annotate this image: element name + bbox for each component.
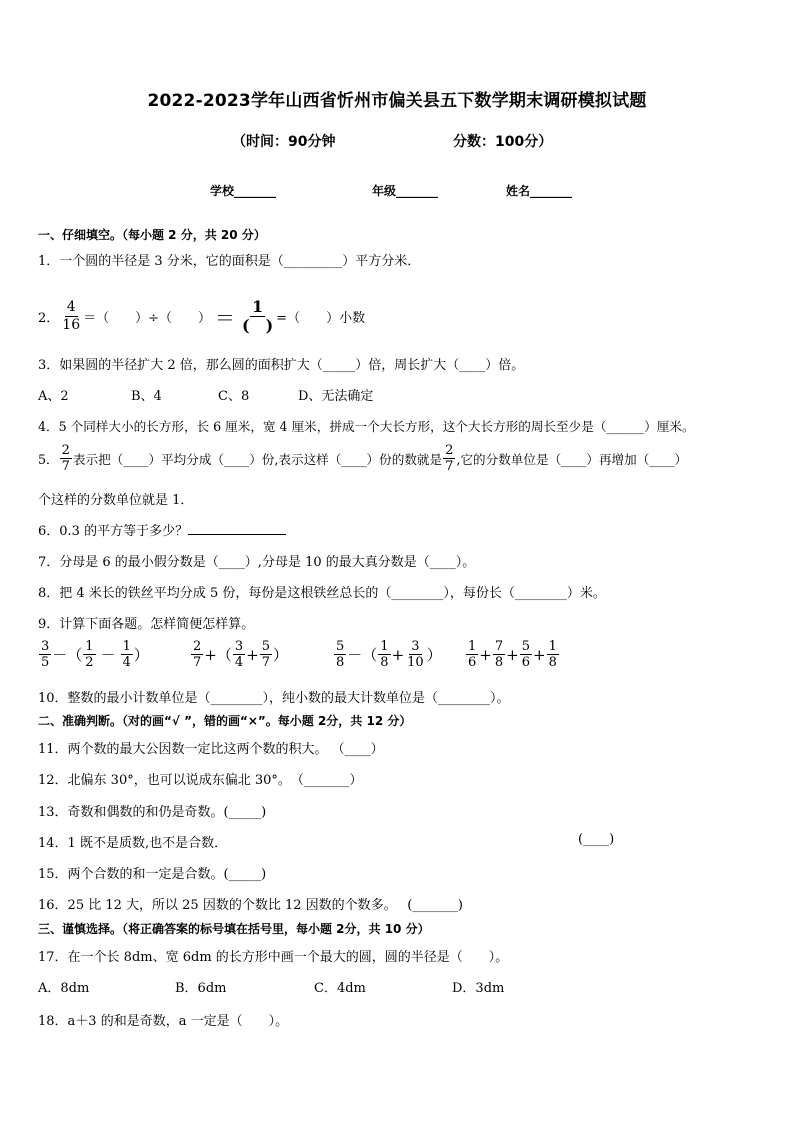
e2-b-num: 3 xyxy=(234,639,244,654)
q5-line-2: 个这样的分数单位就是 1． xyxy=(38,493,194,508)
e1-c-den: 4 xyxy=(122,655,131,670)
e1-op2: － xyxy=(100,646,116,664)
question-8: 8．把 4 米长的铁丝平均分成 5 份，每份是这根铁丝总长的（________），每份长（________）米。 xyxy=(38,586,606,601)
q14-answer-blank[interactable]: (____) xyxy=(578,832,615,847)
e3-c-den: 10 xyxy=(407,655,424,670)
question-7: 7．分母是 6 的最小假分数是（____）,分母是 10 的最大真分数是（____）。 xyxy=(38,555,476,570)
q2-division-blanks: ＝（ ）÷（ ） xyxy=(83,311,212,326)
q2-fraction-4-16 xyxy=(60,299,82,334)
e3-op1: －（ xyxy=(347,646,378,664)
q17-option-c[interactable]: C．4dm xyxy=(314,981,366,996)
e2-a-num: 2 xyxy=(193,639,202,654)
e1-a-num: 3 xyxy=(41,639,50,654)
e2-op1: +（ xyxy=(204,646,232,664)
section-1-heading: 一、仔细填空。（每小题 2 分，共 20 分） xyxy=(38,228,266,242)
q5-fraction-b xyxy=(443,443,455,474)
e3-close: ） xyxy=(426,646,442,664)
question-15: 15．两个合数的和一定是合数。(_____) xyxy=(38,867,267,882)
e2-c-num: 5 xyxy=(261,639,270,654)
q9-expression-2 xyxy=(190,639,288,670)
e1-a-den: 5 xyxy=(41,655,50,670)
grade-field[interactable]: 年级_______ xyxy=(372,184,439,198)
question-5 xyxy=(38,443,687,474)
e4-d-den: 8 xyxy=(548,655,557,670)
q5-fb-numerator: 2 xyxy=(445,443,454,458)
e4-op3: + xyxy=(533,645,546,664)
question-12: 12．北偏东 30°，也可以说成东偏北 30°。 （_______） xyxy=(38,773,363,788)
section-2-heading: 二、准确判断。（对的画“√ ”，错的画“×”。每小题 2分，共 12 分） xyxy=(38,714,412,728)
e2-b-den: 4 xyxy=(234,655,244,670)
e2-a-den: 7 xyxy=(193,655,202,670)
question-11: 11．两个数的最大公因数一定比这两个数的积大。 （____） xyxy=(38,742,384,757)
q5-text-2: ,它的分数单位是（____）再增加（____） xyxy=(456,452,688,467)
q9-expression-1 xyxy=(38,639,149,670)
section-3-heading: 三、谨慎选择。（将正确答案的标号填在括号里，每小题 2分，共 10 分） xyxy=(38,922,430,936)
q17-option-a[interactable]: A．8dm xyxy=(38,981,90,996)
question-16: 16．25 比 12 大，所以 25 因数的个数比 12 因数的个数多。 (_______) xyxy=(38,898,463,913)
q9-expression-3 xyxy=(333,639,442,670)
e1-b-num: 1 xyxy=(85,639,94,654)
e1-b-den: 2 xyxy=(85,655,94,670)
e4-a-num: 1 xyxy=(468,639,477,654)
e1-op1: －（ xyxy=(52,646,83,664)
q17-option-d[interactable]: D．3dm xyxy=(452,981,505,996)
q3-option-b[interactable]: B、4 xyxy=(131,389,162,404)
e3-b-num: 1 xyxy=(380,639,389,654)
q3-option-d[interactable]: D、无法确定 xyxy=(298,389,374,404)
school-field[interactable]: 学校_______ xyxy=(210,184,277,198)
e4-b-num: 7 xyxy=(494,639,504,654)
exam-title: 2022-2023学年山西省忻州市偏关县五下数学期末调研模拟试题 xyxy=(147,91,647,111)
q5-text-1: 表示把（____）平均分成（____）份,表示这样（____）份的数就是 xyxy=(72,452,443,467)
question-2 xyxy=(38,298,365,335)
question-18: 18．a＋3 的和是奇数，a 一定是（ ）。 xyxy=(38,1014,289,1029)
name-field[interactable]: 姓名_______ xyxy=(506,184,573,198)
e4-a-den: 6 xyxy=(468,655,477,670)
q2-f1-numerator: 4 xyxy=(66,299,76,315)
e1-close: ） xyxy=(133,646,149,664)
e4-c-den: 6 xyxy=(521,655,530,670)
q5-fa-denominator: 7 xyxy=(61,459,70,474)
q5-prefix: 5． xyxy=(38,452,59,467)
q6-answer-line[interactable] xyxy=(188,534,286,535)
q2-f2-denominator: ( ) xyxy=(242,316,274,335)
q5-fb-denominator: 7 xyxy=(445,459,454,474)
e3-a-den: 8 xyxy=(336,655,345,670)
q5-fraction-a xyxy=(60,443,72,474)
e4-op2: + xyxy=(506,645,519,664)
q2-fraction-1-blank xyxy=(240,298,275,335)
e3-a-num: 5 xyxy=(336,639,345,654)
e2-close: ） xyxy=(273,646,289,664)
e4-d-num: 1 xyxy=(548,639,557,654)
q3-option-c[interactable]: C、8 xyxy=(218,389,250,404)
question-3: 3．如果圆的半径扩大 2 倍，那么圆的面积扩大（_____）倍，周长扩大（____）倍。 xyxy=(38,358,525,373)
e1-c-num: 1 xyxy=(122,639,131,654)
q2-equals: ＝ xyxy=(215,306,236,330)
e4-b-den: 8 xyxy=(494,655,504,670)
q6-text: 6．0.3 的平方等于多少？ xyxy=(38,524,189,539)
question-10: 10．整数的最小计数单位是（________），纯小数的最大计数单位是（________）。 xyxy=(38,691,510,706)
q2-prefix: 2． xyxy=(38,311,60,326)
time-label: （时间：90分钟 xyxy=(232,134,336,150)
q2-f1-denominator: 16 xyxy=(62,317,81,333)
e3-b-den: 8 xyxy=(380,655,389,670)
question-13: 13．奇数和偶数的和仍是奇数。(_____) xyxy=(38,805,267,820)
question-9: 9．计算下面各题。怎样简便怎样算。 xyxy=(38,617,255,632)
e4-c-num: 5 xyxy=(521,639,530,654)
q17-option-b[interactable]: B．6dm xyxy=(175,981,227,996)
e4-op1: + xyxy=(479,645,492,664)
q9-expression-4 xyxy=(465,639,560,670)
question-1: 1．一个圆的半径是 3 分米，它的面积是（_________）平方分米． xyxy=(38,254,421,269)
question-6 xyxy=(38,520,286,539)
e3-c-num: 3 xyxy=(411,639,420,654)
q5-fa-numerator: 2 xyxy=(61,443,70,458)
question-4: 4．5 个同样大小的长方形，长 6 厘米，宽 4 厘米，拼成一个大长方形，这个大长方形的周长至少是（______）厘米。 xyxy=(38,419,695,434)
e3-op2: + xyxy=(391,645,405,664)
question-17: 17．在一个长 8dm、宽 6dm 的长方形中画一个最大的圆，圆的半径是（ ）。 xyxy=(38,950,509,965)
score-label: 分数：100分） xyxy=(453,134,553,150)
question-14: 14．1 既不是质数,也不是合数． xyxy=(38,836,228,851)
q2-f2-numerator: 1 xyxy=(252,297,264,316)
e2-c-den: 7 xyxy=(261,655,270,670)
q3-option-a[interactable]: A、2 xyxy=(38,389,69,404)
e2-op2: + xyxy=(246,645,259,664)
q2-decimal-blank: =（ ）小数 xyxy=(276,311,366,326)
